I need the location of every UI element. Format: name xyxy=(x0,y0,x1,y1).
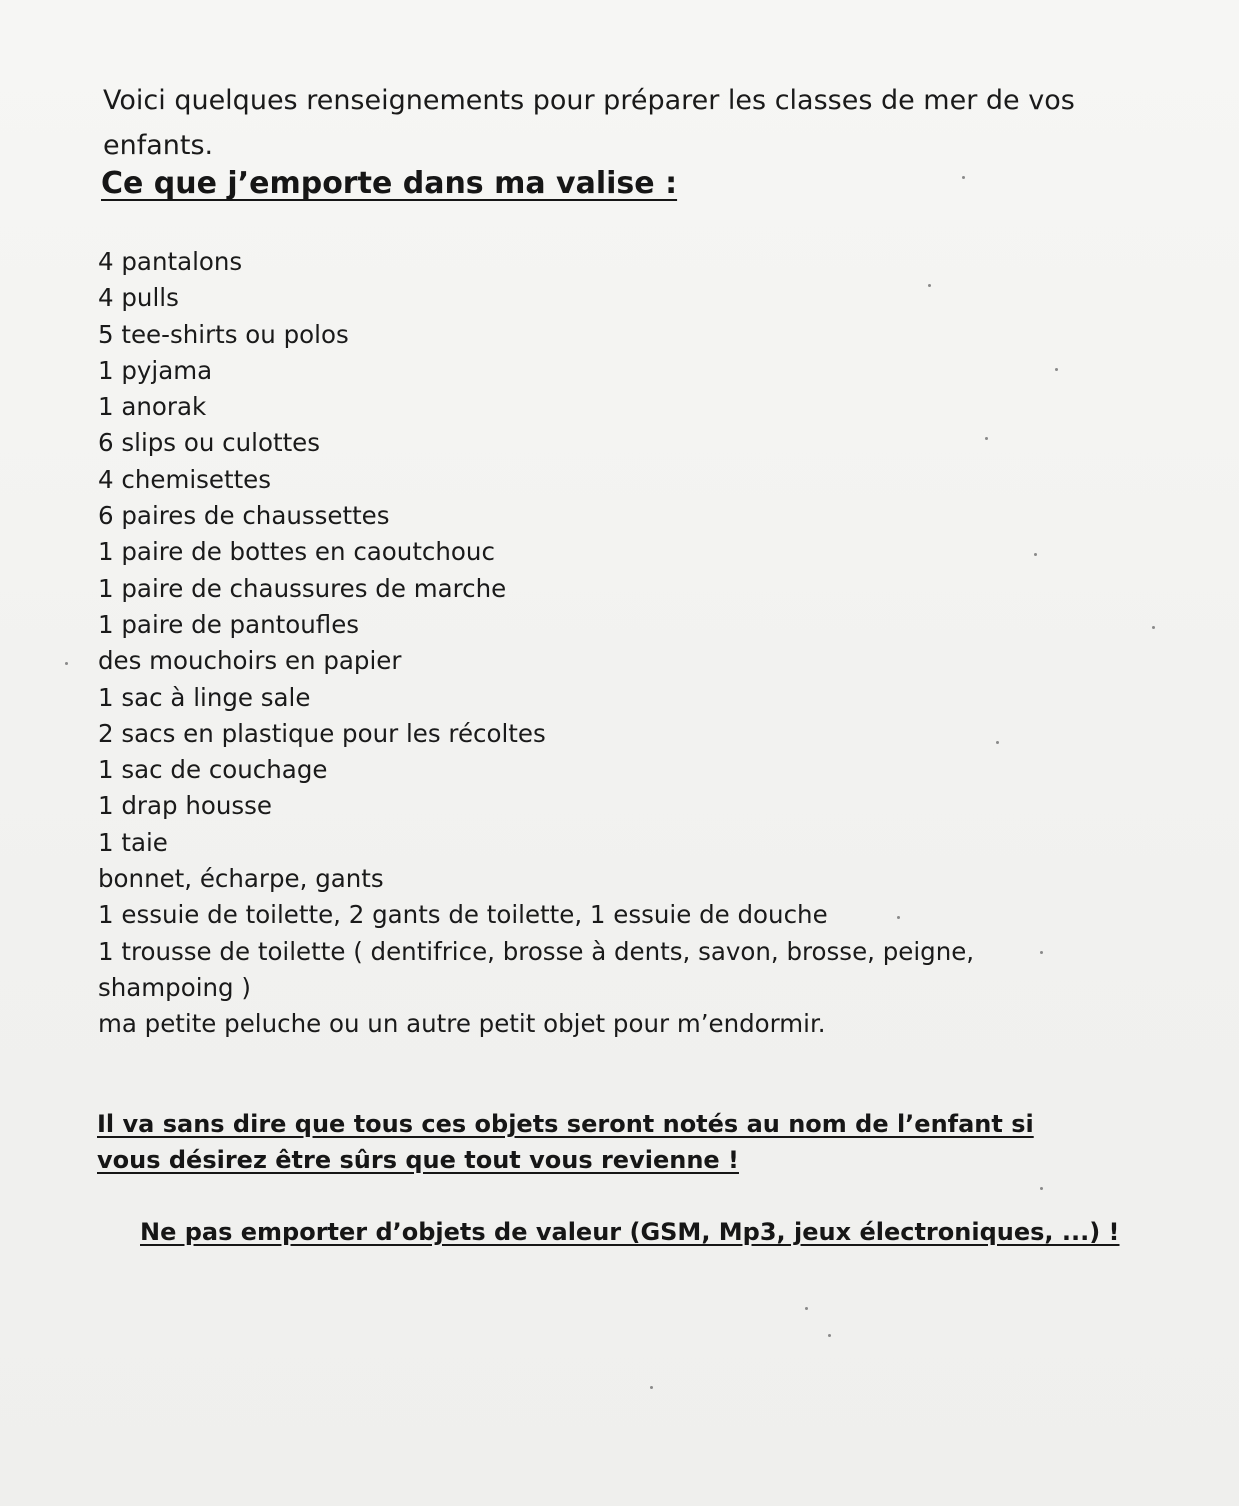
list-item: 1 pyjama xyxy=(98,355,213,385)
list-item: 1 paire de chaussures de marche xyxy=(98,573,507,603)
intro-paragraph: Voici quelques renseignements pour préparer les classes de mer de vos enfants. xyxy=(103,85,1075,161)
list-item: ma petite peluche ou un autre petit objet pour m’endormir. xyxy=(98,1009,826,1039)
scan-speck xyxy=(1040,951,1043,954)
list-item: 6 paires de chaussettes xyxy=(98,501,390,531)
list-item: 6 slips ou culottes xyxy=(98,428,321,458)
list-item: 1 anorak xyxy=(98,392,207,422)
scan-speck xyxy=(1034,553,1037,556)
list-item: 1 paire de bottes en caoutchouc xyxy=(98,537,495,567)
list-item: 1 taie xyxy=(98,827,168,857)
scan-speck xyxy=(1152,626,1155,629)
list-item: 1 essuie de toilette, 2 gants de toilette, 1 essuie de douche xyxy=(98,900,828,930)
packing-list xyxy=(98,244,998,1043)
scan-speck xyxy=(805,1307,808,1310)
list-item: 1 sac à linge sale xyxy=(98,682,311,712)
list-item: 1 trousse de toilette ( dentifrice, brosse à dents, savon, brosse, peigne, shampoing ) xyxy=(98,936,975,1002)
list-item: 5 tee-shirts ou polos xyxy=(98,319,349,349)
scan-speck xyxy=(1040,1187,1043,1190)
list-item: des mouchoirs en papier xyxy=(98,646,402,676)
list-item: 4 pulls xyxy=(98,283,179,313)
list-item: bonnet, écharpe, gants xyxy=(98,864,384,894)
list-item: 4 pantalons xyxy=(98,247,243,276)
list-item: 2 sacs en plastique pour les récoltes xyxy=(98,718,546,748)
scan-speck xyxy=(65,662,68,665)
scan-speck xyxy=(828,1334,831,1337)
name-labels-notice: Il va sans dire que tous ces objets seront notés au nom de l’enfant si vous désirez être sûrs que tout vous revienne ! xyxy=(97,1110,1034,1174)
list-item: 4 chemisettes xyxy=(98,464,272,494)
scan-speck xyxy=(650,1386,653,1389)
packing-list-heading: Ce que j’emporte dans ma valise : xyxy=(101,166,678,201)
list-item: 1 sac de couchage xyxy=(98,755,328,785)
scan-speck xyxy=(962,176,965,179)
valuables-warning: Ne pas emporter d’objets de valeur (GSM, Mp3, jeux électroniques, ...) ! xyxy=(140,1218,1120,1246)
scan-speck xyxy=(1055,368,1058,371)
list-item: 1 drap housse xyxy=(98,791,273,821)
list-item: 1 paire de pantoufles xyxy=(98,609,360,639)
